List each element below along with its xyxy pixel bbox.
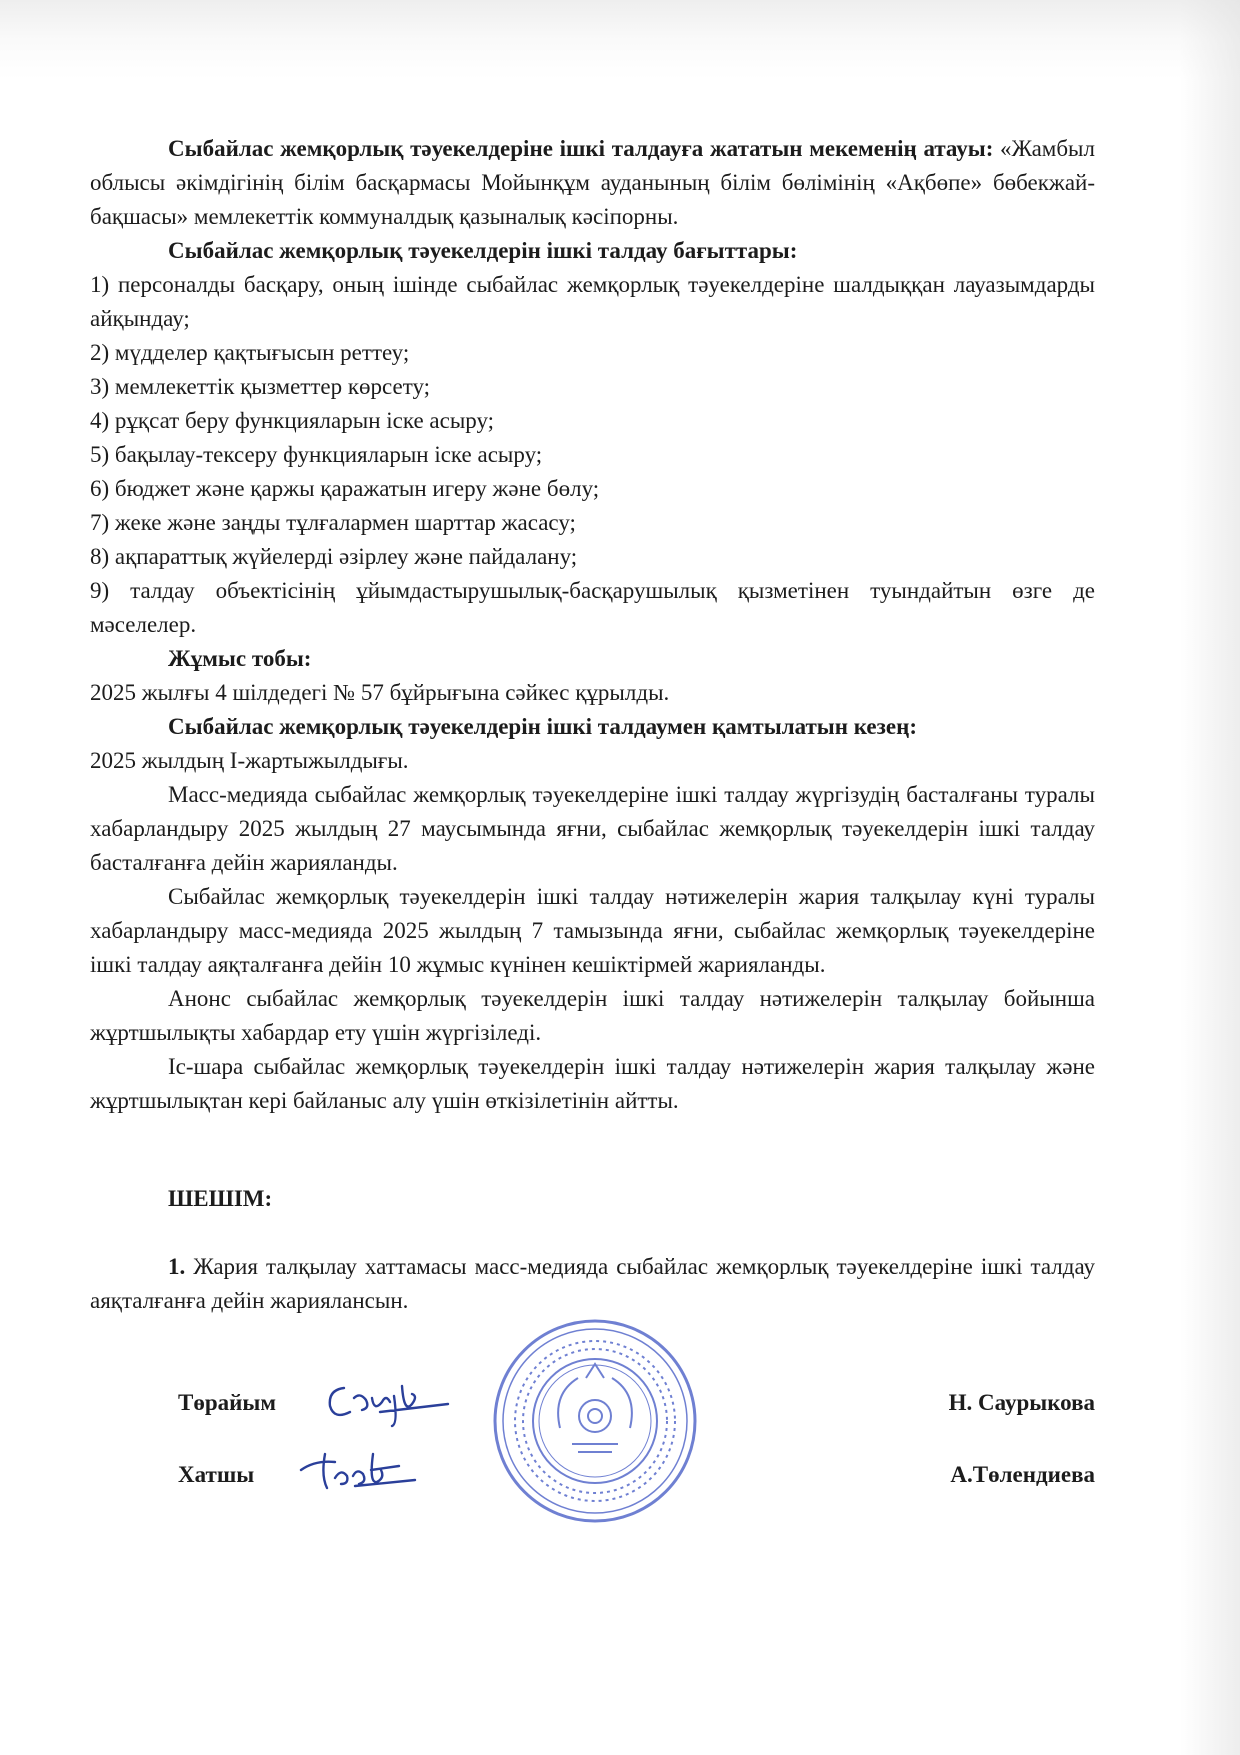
direction-item-9: 9) талдау объектісінің ұйымдастырушылық-басқарушылық қызметінен туындайтын өзге де мәселелер. (90, 578, 1095, 637)
directions-heading: Сыбайлас жемқорлық тәуекелдерін ішкі талдау бағыттары: (168, 238, 798, 263)
direction-item-7: 7) жеке және заңды тұлғалармен шарттар жасасу; (90, 510, 576, 535)
decision-item-1 (90, 1250, 1095, 1318)
working-group-heading: Жұмыс тобы: (168, 646, 312, 671)
institution-paragraph (90, 132, 1095, 234)
secretary-signature-mark (295, 1440, 425, 1500)
spacer (90, 1216, 1095, 1250)
chair-signature-mark (320, 1368, 450, 1428)
direction-item-2: 2) мүдделер қақтығысын реттеу; (90, 340, 410, 365)
institution-text: «Жамбыл облысы әкімдігінің білім басқармасы Мойынқұм ауданының білім бөлімінің «Ақбөпе» бөбекжай-бақшасы» мемлекеттік коммуналдық қазыналық кәсіпорны. (90, 136, 1095, 229)
spacer (90, 1118, 1095, 1182)
direction-item-4: 4) рұқсат беру функцияларын іске асыру; (90, 408, 495, 433)
directions-list (90, 268, 1095, 642)
working-group-text: 2025 жылғы 4 шілдедегі № 57 бұйрығына сәйкес құрылды. (90, 680, 670, 705)
secretary-name: А.Төлендиева (950, 1462, 1095, 1487)
decision-number: 1. (168, 1254, 186, 1279)
direction-item-1: 1) персоналды басқару, оның ішінде сыбайлас жемқорлық тәуекелдеріне шалдыққан лауазымдарды айқындау; (90, 272, 1095, 331)
chair-signature-row (90, 1386, 1095, 1426)
direction-item-6: 6) бюджет және қаржы қаражатын игеру және бөлу; (90, 476, 600, 501)
body-paragraph-4: Іс-шара сыбайлас жемқорлық тәуекелдерін ішкі талдау нәтижелерін жария талқылау және жұртшылықтан кері байланыс алу үшін өткізілетінін айтты. (90, 1054, 1095, 1113)
period-text: 2025 жылдың I-жартыжылдығы. (90, 748, 409, 773)
body-paragraph-3: Анонс сыбайлас жемқорлық тәуекелдерін ішкі талдау нәтижелерін талқылау бойынша жұртшылықты хабардар ету үшін жүргізіледі. (90, 986, 1095, 1045)
secretary-label: Хатшы (178, 1462, 255, 1487)
secretary-signature-row (90, 1458, 1095, 1498)
body-paragraph-2: Сыбайлас жемқорлық тәуекелдерін ішкі талдау нәтижелерін жария талқылау күні туралы хабарландыру масс-медияда 2025 жылдың 7 тамызында яғни, сыбайлас жемқорлық тәуекелдеріне ішкі талдау аяқталғанға дейін 10 жұмыс күнінен кешіктірмей жарияланды. (90, 884, 1095, 977)
direction-item-3: 3) мемлекеттік қызметтер көрсету; (90, 374, 431, 399)
decision-text: Жария талқылау хаттамасы масс-медияда сыбайлас жемқорлық тәуекелдеріне ішкі талдау аяқталғанға дейін жариялансын. (90, 1254, 1095, 1313)
institution-label: Сыбайлас жемқорлық тәуекелдеріне ішкі талдауға жататын мекеменің атауы: (168, 136, 994, 161)
signature-block (90, 1356, 1095, 1536)
chair-name: Н. Саурыкова (948, 1390, 1095, 1415)
decision-heading: ШЕШІМ: (168, 1186, 273, 1211)
body-paragraph-1: Масс-медияда сыбайлас жемқорлық тәуекелдеріне ішкі талдау жүргізудің басталғаны туралы хабарландыру 2025 жылдың 27 маусымында яғни, сыбайлас жемқорлық тәуекелдерін ішкі талдау басталғанға дейін жарияланды. (90, 782, 1095, 875)
period-heading (90, 710, 1095, 744)
document-body (90, 132, 1095, 1536)
chair-label: Төрайым (178, 1390, 277, 1415)
direction-item-5: 5) бақылау-тексеру функцияларын іске асыру; (90, 442, 543, 467)
direction-item-8: 8) ақпараттық жүйелерді әзірлеу және пайдалану; (90, 544, 578, 569)
period-heading-text: Сыбайлас жемқорлық тәуекелдерін ішкі талдаумен қамтылатын кезең: (168, 714, 918, 739)
